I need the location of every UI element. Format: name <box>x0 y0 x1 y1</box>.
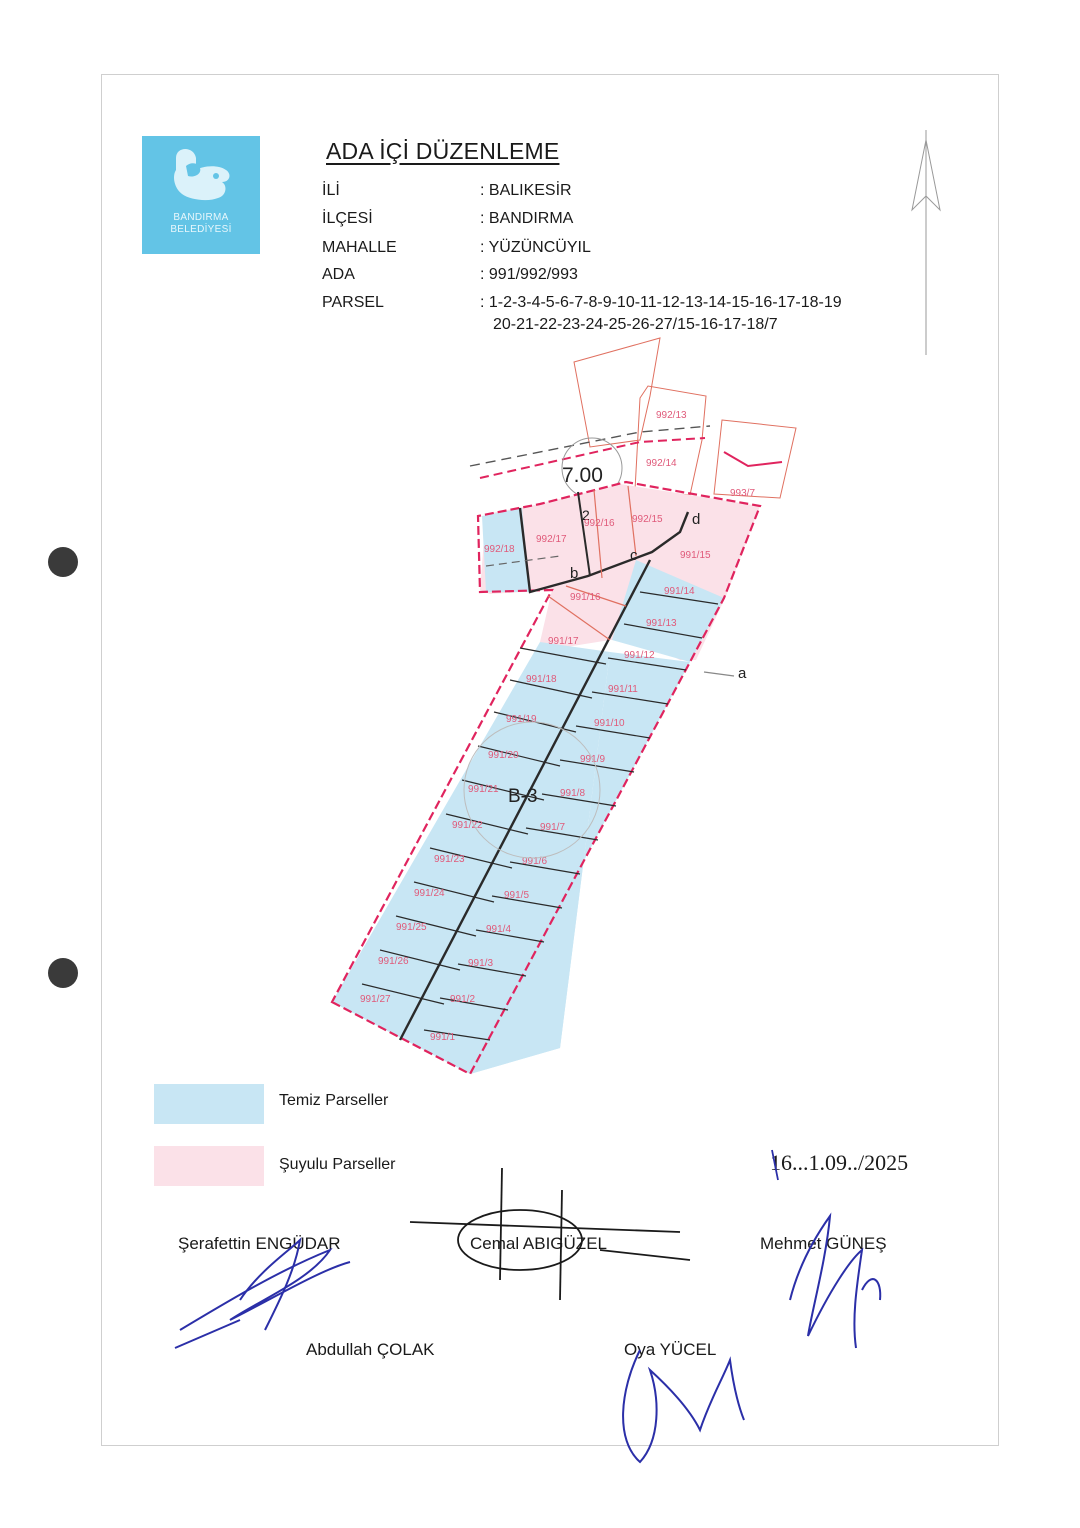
parcel-label: 991/21 <box>468 784 499 795</box>
signatory-name: Abdullah ÇOLAK <box>306 1340 435 1359</box>
handwritten-signature-icon <box>410 1168 690 1300</box>
signatory-name: Mehmet GÜNEŞ <box>760 1234 887 1253</box>
parcel-label: 991/16 <box>570 592 601 603</box>
parcel-label: 992/13 <box>656 410 687 421</box>
logo-text-line2: BELEDİYESİ <box>170 224 232 235</box>
field-value-ilce: : BANDIRMA <box>480 210 574 227</box>
field-value-ada: : 991/992/993 <box>480 266 578 283</box>
parcel-label: 991/19 <box>506 714 537 725</box>
parcel-label: 991/3 <box>468 958 494 969</box>
handwritten-signature-icon <box>175 1240 350 1348</box>
parcel-label: 991/8 <box>560 788 586 799</box>
parcel-label: 991/26 <box>378 956 409 967</box>
handwritten-date-underline <box>772 1150 778 1180</box>
point-label-d: d <box>692 511 701 528</box>
block-label: B-3 <box>508 786 538 807</box>
field-value-parsel: : 1-2-3-4-5-6-7-8-9-10-11-12-13-14-15-16-17-18-19 <box>480 294 842 311</box>
parcel-label: 991/5 <box>504 890 530 901</box>
handwritten-signature-icon <box>790 1216 880 1348</box>
parcel-label: 991/9 <box>580 754 606 765</box>
parcel-label: 991/20 <box>488 750 519 761</box>
parcel-label: 992/15 <box>632 514 663 525</box>
parcel-label: 991/6 <box>522 856 548 867</box>
parcel-label: 991/4 <box>486 924 512 935</box>
logo-text-line1: BANDIRMA <box>173 212 229 223</box>
signatory-name: Şerafettin ENGÜDAR <box>178 1234 341 1253</box>
parcel-label: 991/24 <box>414 888 445 899</box>
parcel-label: 991/22 <box>452 820 483 831</box>
signatory-name: Oya YÜCEL <box>624 1340 717 1359</box>
parcel-label: 992/14 <box>646 458 677 469</box>
point-label-a: a <box>738 665 747 682</box>
parcel-label: 992/17 <box>536 534 567 545</box>
legend-label-shuyulu: Şuyulu Parseller <box>279 1156 396 1173</box>
parcel-label: 991/15 <box>680 550 711 561</box>
field-label-il: İLİ <box>322 182 340 199</box>
signatory-name: Cemal ABIGÜZEL <box>470 1234 607 1253</box>
field-label-ada: ADA <box>322 266 355 283</box>
parcel-label: 991/12 <box>624 650 655 661</box>
parcel-label: 991/14 <box>664 586 695 597</box>
page-title: ADA İÇİ DÜZENLEME <box>326 138 560 164</box>
handwritten-signature-icon <box>623 1350 744 1462</box>
field-label-ilce: İLÇESİ <box>322 210 373 227</box>
parcel-label: 991/7 <box>540 822 566 833</box>
legend-label-clean: Temiz Parseller <box>279 1092 389 1109</box>
parcel-label: 992/16 <box>584 518 615 529</box>
parcel-label: 991/11 <box>608 684 638 695</box>
field-value-parsel-line2: 20-21-22-23-24-25-26-27/15-16-17-18/7 <box>493 316 778 333</box>
road-width-label: 7.00 <box>562 464 603 487</box>
parcel-label: 991/18 <box>526 674 557 685</box>
field-label-parsel: PARSEL <box>322 294 384 311</box>
field-value-il: : BALIKESİR <box>480 182 572 199</box>
parcel-label: 993/7 <box>730 488 756 499</box>
document-date: 16...1.09../2025 <box>770 1150 909 1175</box>
point-label-c: c <box>630 547 638 564</box>
parcel-label: 991/23 <box>434 854 465 865</box>
parcel-label: 992/18 <box>484 544 515 555</box>
parcel-label: 991/1 <box>430 1032 456 1043</box>
parcel-label: 991/13 <box>646 618 677 629</box>
field-value-mahalle: : YÜZÜNCÜYIL <box>480 239 591 256</box>
parcel-label: 991/25 <box>396 922 427 933</box>
parcel-label: 991/17 <box>548 636 579 647</box>
point-label-2: 2 <box>582 507 590 523</box>
point-label-b: b <box>570 565 579 582</box>
parcel-label: 991/2 <box>450 994 476 1005</box>
field-label-mahalle: MAHALLE <box>322 239 397 256</box>
parcel-label: 991/10 <box>594 718 625 729</box>
parcel-label: 991/27 <box>360 994 391 1005</box>
